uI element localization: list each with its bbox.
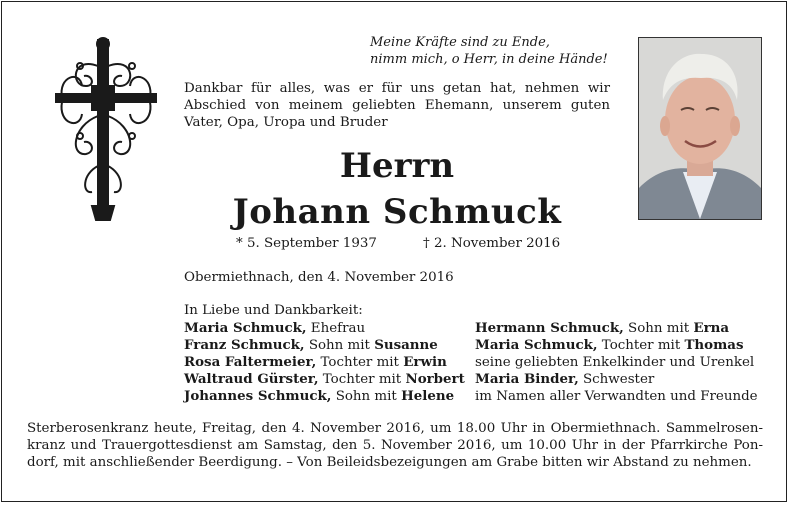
mourner-row: im Namen aller Verwandten und Freunde — [475, 389, 758, 404]
mourner-row: Rosa Faltermeier, Tochter mit Erwin — [184, 354, 447, 370]
mourner-row: Hermann Schmuck, Sohn mit Erna — [475, 320, 730, 336]
mourner-row: Maria Schmuck, Ehefrau — [184, 320, 366, 336]
wrought-iron-cross-icon — [52, 36, 160, 222]
mourner-row: Maria Binder, Schwester — [475, 371, 655, 387]
thanks-line: In Liebe und Dankbarkeit: — [184, 303, 363, 318]
mourner-row: seine geliebten Enkelkinder und Urenkel — [475, 355, 755, 370]
portrait-photo — [638, 37, 762, 220]
mourners-left — [184, 320, 474, 405]
intro-text: Dankbar für alles, was er für uns getan hat, nehmen wir Abschied von meinem geliebten Ehemann, unserem guten Vater, Opa, Uropa und Bruder — [184, 81, 610, 130]
mourner-row: Johannes Schmuck, Sohn mit Helene — [184, 388, 455, 404]
death-date: † 2. November 2016 — [423, 236, 561, 251]
deceased-name: Johann Schmuck — [232, 192, 562, 232]
place-date: Obermiethnach, den 4. November 2016 — [184, 270, 454, 285]
motto-line-2: nimm mich, o Herr, in deine Hände! — [370, 52, 608, 67]
mourner-row: Waltraud Gürster, Tochter mit Norbert — [184, 371, 465, 387]
mourners-right — [475, 320, 775, 405]
mourner-row: Maria Schmuck, Tochter mit Thomas — [475, 337, 744, 353]
motto-line-1: Meine Kräfte sind zu Ende, — [370, 35, 550, 50]
mourner-row: Franz Schmuck, Sohn mit Susanne — [184, 337, 438, 353]
salutation: Herrn — [339, 146, 455, 186]
birth-date: * 5. September 1937 — [236, 236, 377, 251]
motto-verse — [370, 34, 610, 68]
funeral-details: Sterberosenkranz heute, Freitag, den 4. November 2016, um 18.00 Uhr in Obermiethnach. Sammelrosen-kranz und Trauergottesdienst am Samstag, den 5. November 2016, um 10.00 Uhr in der Pfarrkirche Pon-dorf, mit anschließender Beerdigung. – Von Beileidsbezeigungen am Grabe bitten wir Abstand zu nehmen. — [27, 421, 763, 470]
